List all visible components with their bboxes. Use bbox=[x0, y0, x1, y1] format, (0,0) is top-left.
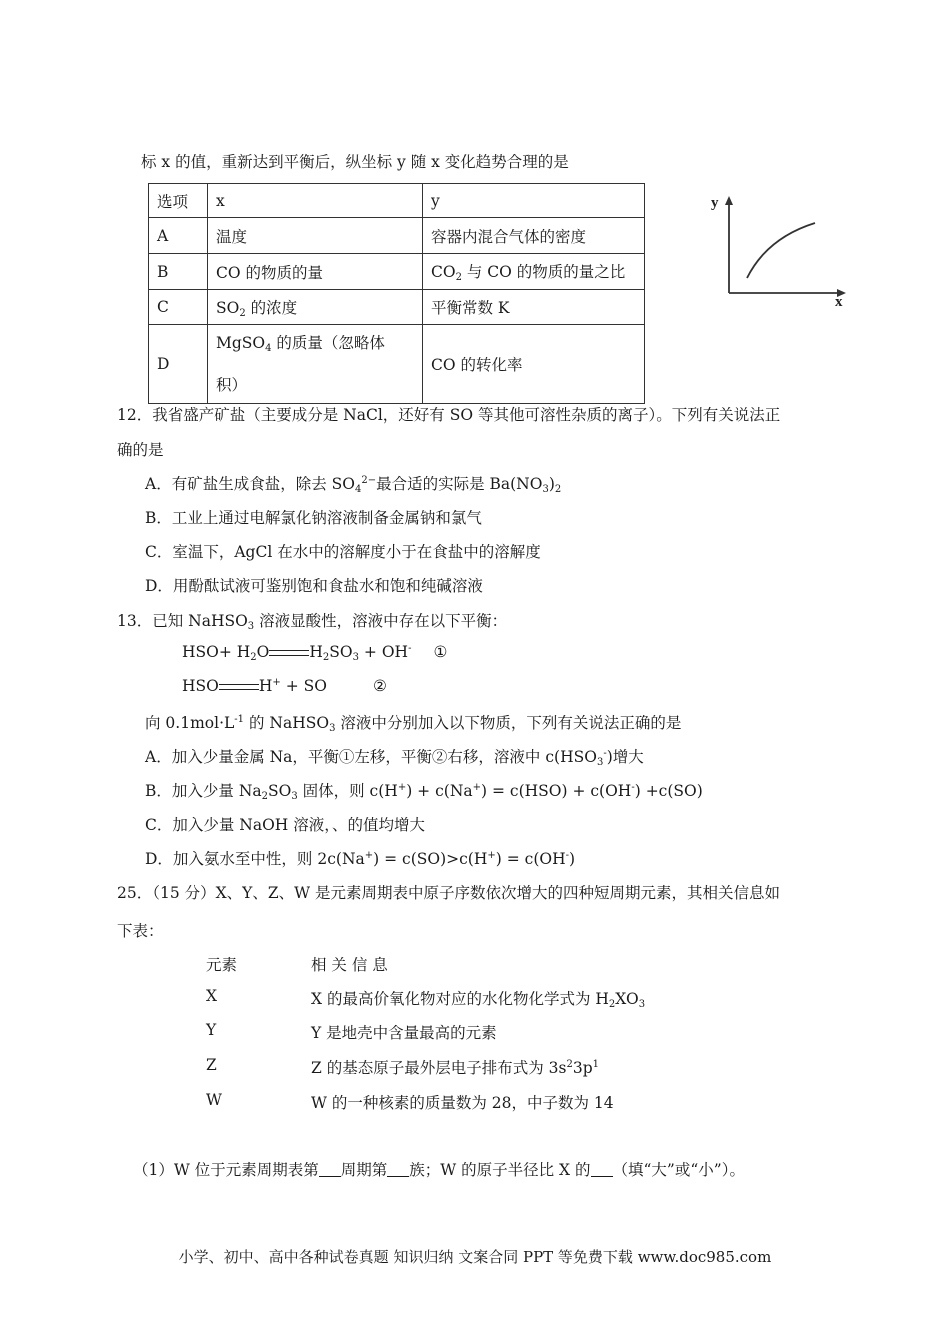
q12-option-c: C．室温下，AgCl 在水中的溶解度小于在食盐中的溶解度 bbox=[145, 543, 541, 561]
y-axis-arrow-icon bbox=[725, 196, 733, 205]
y-cell: $CO_2$ 与 CO 的物质的量之比 bbox=[423, 254, 645, 290]
answer-blank[interactable] bbox=[319, 1162, 341, 1177]
q13-option-a: A．加入少量金属 Na，平衡①左移，平衡②右移，溶液中 $c(HSO_3^-)$增大 bbox=[145, 748, 644, 768]
q25-stem-line1: 25．（15 分）X、Y、Z、W 是元素周期表中原子序数依次增大的四种短周期元素，其相关信息如 bbox=[117, 884, 781, 902]
element-header: 元素 bbox=[206, 956, 238, 974]
q13-option-c: C．加入少量 NaOH 溶液，、的值均增大 bbox=[145, 816, 425, 834]
q12-option-a: A．有矿盐生成食盐，除去 $SO_4^{2-}$最合适的实际是 $Ba(NO_3)_2$ bbox=[145, 475, 562, 495]
q12-option-d: D．用酚酞试液可鉴别饱和食盐水和饱和纯碱溶液 bbox=[145, 577, 483, 595]
option-label: A bbox=[149, 218, 208, 254]
graph-y-label: y bbox=[711, 195, 719, 211]
q13-option-b: B．加入少量 $Na_2SO_3$ 固体，则 c(H+) + c(Na+) = c(HSO) + c(OH-) +c(SO) bbox=[145, 782, 703, 802]
intro-line: 标 x 的值，重新达到平衡后，纵坐标 y 随 x 变化趋势合理的是 bbox=[141, 153, 569, 171]
option-label: D bbox=[149, 325, 208, 404]
table-row bbox=[149, 325, 645, 404]
q13-option-d: D．加入氨水至中性，则 2c(Na+) = c(SO)>c(H+) = c(OH-) bbox=[145, 850, 576, 868]
q25-part1: （1）W 位于元素周期表第 周期第 族；W 的原子半径比 X 的 （填“大”或“小”）。 bbox=[133, 1161, 745, 1179]
equilibrium-arrow-icon bbox=[219, 681, 259, 693]
table-row bbox=[149, 218, 645, 254]
element-w-info: W 的一种核素的质量数为 28，中子数为 14 bbox=[311, 1094, 614, 1112]
x-cell: CO 的物质的量 bbox=[208, 254, 423, 290]
q12-stem-line2: 确的是 bbox=[117, 441, 164, 459]
element-y-info: Y 是地壳中含量最高的元素 bbox=[311, 1024, 497, 1042]
table-header-option: 选项 bbox=[149, 184, 208, 218]
table-row bbox=[149, 290, 645, 325]
element-x-info: X 的最高价氧化物对应的水化物化学式为 $H_2XO_3$ bbox=[311, 990, 646, 1010]
options-table bbox=[148, 183, 645, 404]
graph-x-label: x bbox=[835, 294, 843, 308]
trend-graph bbox=[705, 190, 855, 308]
x-cell: $SO_2$ 的浓度 bbox=[208, 290, 423, 325]
q13-lead: 向 $0.1mol\cdot L^{-1}$ 的 NaHSO$_3$ 溶液中分别加入以下物质，下列有关说法正确的是 bbox=[145, 714, 682, 734]
table-header-x: x bbox=[208, 184, 423, 218]
element-w: W bbox=[206, 1091, 222, 1109]
y-cell: CO 的转化率 bbox=[423, 325, 645, 404]
info-header: 相 关 信 息 bbox=[311, 956, 388, 974]
option-label: C bbox=[149, 290, 208, 325]
y-cell: 容器内混合气体的密度 bbox=[423, 218, 645, 254]
element-y: Y bbox=[206, 1021, 217, 1039]
q13-equilibrium-2: HSO H+ + SO ② bbox=[182, 677, 387, 695]
option-label: B bbox=[149, 254, 208, 290]
y-cell: 平衡常数 K bbox=[423, 290, 645, 325]
element-z: Z bbox=[206, 1056, 217, 1074]
q12-stem-line1: 12．我省盛产矿盐（主要成分是 NaCl，还好有 SO 等其他可溶性杂质的离子）。下列有关说法正 bbox=[117, 406, 781, 424]
table-header-row bbox=[149, 184, 645, 218]
q12-option-b: B．工业上通过电解氯化钠溶液制备金属钠和氯气 bbox=[145, 509, 482, 527]
q13-equilibrium-1: $HSO+ H_2O$ $H_2SO_3 + OH^-$ ① bbox=[182, 643, 448, 663]
trend-curve bbox=[747, 223, 815, 278]
equilibrium-arrow-icon bbox=[269, 647, 309, 659]
q25-stem-line2: 下表： bbox=[117, 922, 164, 940]
x-cell: MgSO$_4$ 的质量（忽略体 积） bbox=[208, 325, 423, 404]
element-z-info: Z 的基态原子最外层电子排布式为 $3s^23p^1$ bbox=[311, 1059, 599, 1077]
table-row bbox=[149, 254, 645, 290]
answer-blank[interactable] bbox=[591, 1162, 613, 1177]
table-header-y: y bbox=[423, 184, 645, 218]
page-footer: 小学、初中、高中各种试卷真题 知识归纳 文案合同 PPT 等免费下载 www.doc985.com bbox=[178, 1248, 772, 1266]
element-x: X bbox=[206, 987, 218, 1005]
answer-blank[interactable] bbox=[387, 1162, 409, 1177]
x-cell: 温度 bbox=[208, 218, 423, 254]
q13-stem: 13．已知 NaHSO$_3$ 溶液显酸性，溶液中存在以下平衡： bbox=[117, 612, 508, 632]
